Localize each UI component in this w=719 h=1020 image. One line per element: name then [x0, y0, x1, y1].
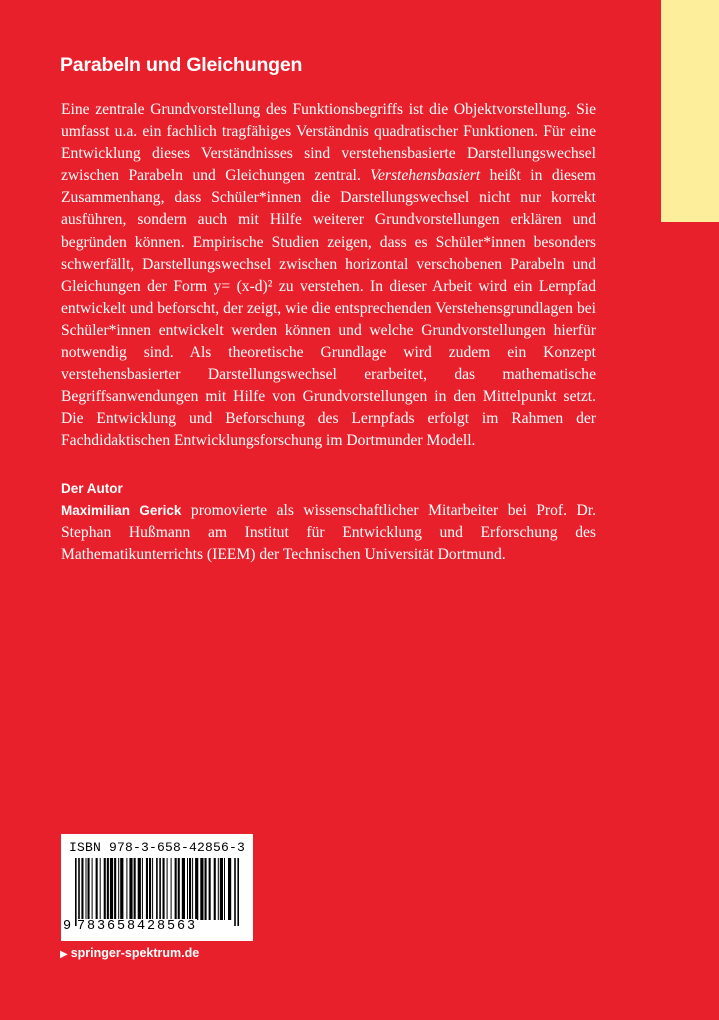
barcode-bar — [182, 858, 185, 920]
barcode-bar — [189, 858, 191, 920]
barcode-bar — [129, 858, 132, 920]
blurb-paragraph — [61, 99, 596, 453]
barcode-bar — [224, 858, 225, 920]
barcode-bar — [78, 858, 80, 926]
barcode-bar — [96, 858, 98, 920]
isbn-barcode — [61, 834, 253, 941]
barcode-bar — [171, 858, 172, 920]
barcode-bar — [75, 858, 77, 926]
barcode-bar — [220, 858, 223, 920]
isbn-label: ISBN 978-3-658-42856-3 — [69, 840, 246, 855]
barcode-bar — [120, 858, 123, 920]
barcode-bar — [195, 858, 198, 920]
page-title: Parabeln und Gleichungen — [60, 54, 303, 76]
barcode-bar — [163, 858, 165, 920]
barcode-bar — [218, 858, 219, 920]
barcode-bar — [149, 858, 151, 920]
barcode-bar — [110, 858, 113, 920]
barcode-bar — [159, 858, 161, 926]
blurb-emphasis: Verstehensbasiert — [370, 167, 481, 185]
barcode-bar — [100, 858, 101, 920]
barcode-bar — [187, 858, 188, 920]
barcode-bar — [104, 858, 106, 920]
barcode-bar — [237, 858, 239, 926]
barcode-first-digit: 9 — [63, 919, 72, 934]
barcode-bar — [86, 858, 87, 920]
author-bio-text: promovierte als wissenschaftlicher Mitarbeiter bei Prof. Dr. Stephan Hußmann am Institut für Entwicklung und Erforschung des Mathematikunterrichts (IEEM) der Technischen Universität Dortmund. — [61, 502, 596, 564]
website-label: springer-spektrum.de — [70, 946, 200, 960]
barcode-bar — [192, 858, 193, 920]
barcode-bar — [81, 858, 83, 920]
barcode-bar — [146, 858, 148, 920]
blurb-part-2: heißt in diesem Zusammenhang, dass Schüler*innen die Darstellungswechsel nicht nur korrekt ausführen, sondern auch mit Hilfe weiterer Grundvorstellungen erklären und begründen können. Empirische Studien zeigen, dass es Schüler*innen besonders schwerfällt, Darstellungswechsel zwischen horizontal verschobenen Parabeln und Gleichungen der Form y= (x-d)² zu verstehen. In dieser Arbeit wird ein Lernpfad entwickelt und beforscht, der zeigt, wie die entsprechenden Verstehensgrundlagen bei Schüler*innen entwickelt werden können und welche Grundvorstellungen hierfür notwendig sind. Als theoretische Grundlage wird zudem ein Konzept verstehensbasierter Darstellungswechsel erarbeitet, das mathematische Begriffsanwendungen mit Hilfe von Grundvorstellungen in den Mittelpunkt setzt. Die Entwicklung und Beforschung des Lernpfads erfolgt im Rahmen der Fachdidaktischen Entwicklungsforschung im Dortmunder Modell. — [61, 167, 596, 450]
author-name: Maximilian Gerick — [61, 503, 182, 518]
author-heading: Der Autor — [61, 481, 123, 496]
barcode-bar — [175, 858, 177, 920]
barcode-bar — [142, 858, 143, 920]
barcode-bar — [228, 858, 231, 920]
barcode-bar — [152, 858, 153, 920]
barcode-bar — [126, 858, 127, 920]
barcode-digits: 783658428563 — [77, 919, 198, 934]
arrow-right-icon: ▶ — [60, 949, 68, 960]
barcode-bar — [114, 858, 116, 920]
barcode-bar — [138, 858, 141, 920]
barcode-bar — [178, 858, 180, 920]
author-bio — [61, 500, 596, 566]
blurb-part-1: Eine zentrale Grundvorstellung des Funktionsbegriffs ist die Objektvorstellung. Sie umfasst u.a. ein fachlich tragfähiges Verständnis quadratischer Funktionen. Für eine Entwicklung dieses Verständnisses sind verstehensbasierte Darstellungswechsel zwischen Parabeln und Gleichungen zentral. — [61, 101, 596, 185]
website-link[interactable] — [60, 946, 199, 960]
barcode-bar — [107, 858, 109, 920]
barcode-bar — [118, 858, 119, 920]
barcode-bar — [205, 858, 207, 920]
blurb-text — [61, 99, 596, 453]
yellow-spine-tab — [661, 0, 719, 222]
barcode-bar — [200, 858, 203, 920]
barcode-bar — [88, 858, 90, 920]
barcode-bar — [156, 858, 158, 926]
barcode-bar — [209, 858, 211, 920]
barcode-bar — [167, 858, 168, 920]
barcode-bar — [214, 858, 216, 920]
barcode-bar — [92, 858, 93, 920]
barcode-bar — [234, 858, 236, 926]
barcode-bar — [134, 858, 136, 920]
